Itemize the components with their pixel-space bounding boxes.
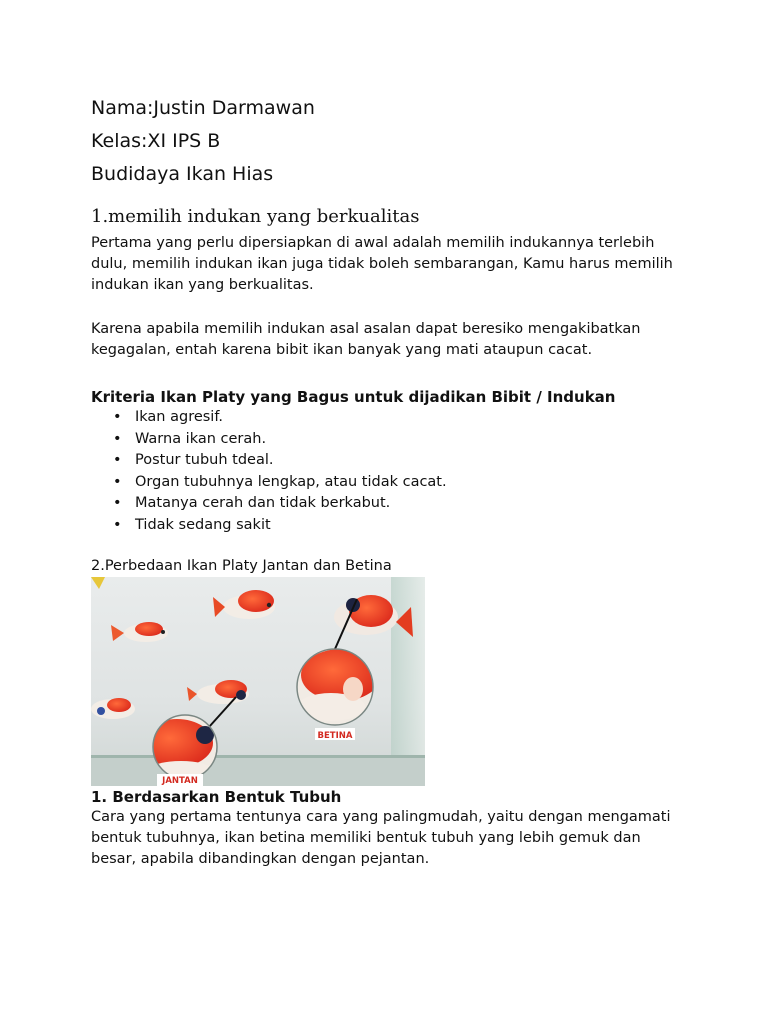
criteria-heading: Kriteria Ikan Platy yang Bagus untuk dijadikan Bibit / Indukan (91, 388, 616, 406)
criteria-list (91, 407, 447, 537)
section1-paragraph1: Pertama yang perlu dipersiapkan di awal adalah memilih indukannya terlebih dulu, memilih indukan ikan juga tidak boleh sembarangan, Kamu harus memilih indukan ikan yang berkualitas. (91, 235, 673, 293)
list-item: • Warna ikan cerah. (91, 429, 447, 451)
subject-title: Budidaya Ikan Hias (91, 163, 274, 185)
list-item: • Ikan agresif. (91, 407, 447, 429)
section2-title: 2.Perbedaan Ikan Platy Jantan dan Betina (91, 558, 392, 574)
female-label: BETINA (317, 731, 353, 741)
student-name: Nama:Justin Darmawan (91, 97, 315, 119)
section2-paragraph: Cara yang pertama tentunya cara yang palingmudah, yaitu dengan mengamati bentuk tubuhnya, ikan betina memiliki bentuk tubuh yang lebih gemuk dan besar, apabila dibandingkan dengan pejantan. (91, 809, 671, 867)
list-item: • Postur tubuh tdeal. (91, 450, 447, 472)
student-class: Kelas:XI IPS B (91, 130, 221, 152)
section1-title: 1.memilih indukan yang berkualitas (91, 206, 420, 227)
platy-fish-photo (91, 577, 425, 786)
section1-paragraph2: Karena apabila memilih indukan asal asalan dapat beresiko mengakibatkan kegagalan, entah karena bibit ikan banyak yang mati ataupun cacat. (91, 321, 641, 358)
list-item: • Tidak sedang sakit (91, 515, 447, 537)
list-item: • Organ tubuhnya lengkap, atau tidak cacat. (91, 472, 447, 494)
section2-subheading: 1. Berdasarkan Bentuk Tubuh (91, 788, 342, 806)
list-item: • Matanya cerah dan tidak berkabut. (91, 493, 447, 515)
male-label: JANTAN (162, 776, 198, 786)
